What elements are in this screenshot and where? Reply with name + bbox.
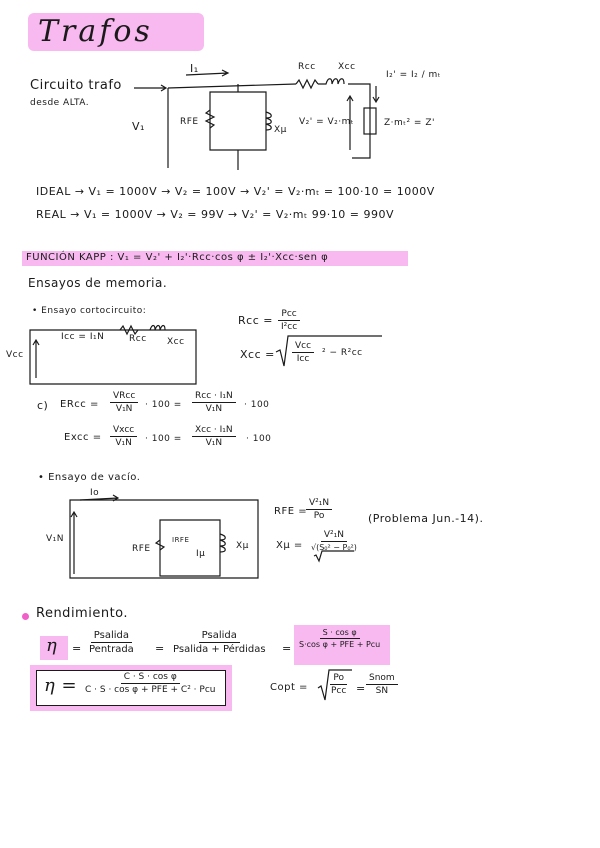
xcc-eq-lhs: Xcc =: [240, 348, 275, 361]
circuit-heading: Circuito trafo: [30, 78, 122, 93]
vacio-inner-box: [160, 520, 220, 576]
vacio-io: Io: [90, 488, 100, 498]
erc-f2-den: V₁N: [205, 404, 223, 414]
xmu-inductor: [266, 112, 271, 130]
label-i2prime: I₂' = I₂ / mₜ: [386, 70, 441, 80]
xmu-den: √(S₀² − P₀²): [311, 543, 357, 552]
eq3-num: S · cos φ: [320, 628, 360, 639]
exc-tail: · 100: [246, 434, 272, 444]
cc-current: Icc = I₁N: [61, 332, 105, 342]
cc-xcc: Xcc: [167, 337, 185, 347]
xcc-inductor: [318, 79, 344, 84]
cc-vcc: Vcc: [6, 350, 24, 360]
v2-arrow: [347, 96, 353, 150]
label-rfe: RFE: [180, 117, 199, 127]
problema-note: (Problema Jun.-14).: [368, 512, 484, 525]
rcc-den: I²cc: [281, 322, 298, 332]
exc-f2-den: V₁N: [205, 438, 223, 448]
label-z-eq: Z·mₜ² = Z': [384, 118, 435, 128]
i2-arrow: [373, 86, 379, 102]
vacio-v1n: V₁N: [46, 534, 64, 544]
circuit-entry-arrow: [134, 85, 166, 91]
xcc-inner-den: Icc: [296, 354, 310, 364]
page-title: Trafos: [38, 14, 153, 49]
cc-source-arrow: [33, 340, 39, 378]
cc-inductor: [150, 326, 165, 331]
rcc-resistor: [296, 80, 318, 88]
box-den: C · S · cos φ + PFE + C² · Pcu: [85, 685, 216, 695]
exc-f1-den: V₁N: [115, 438, 132, 448]
copt-f-den: SN: [375, 686, 389, 696]
label-xmu: Xμ: [274, 125, 287, 135]
xcc-inner-num: Vcc: [292, 341, 314, 353]
xcc-tail: ² − R²cc: [322, 348, 363, 358]
box-eta: η =: [44, 675, 78, 696]
kapp-line: FUNCIÓN KAPP : V₁ = V₂' + I₂'·Rcc·cos φ ± I₂'·Xcc·sen φ: [26, 252, 329, 263]
rfe-den: Po: [313, 511, 325, 521]
real-line: REAL → V₁ = 1000V → V₂ = 99V → V₂' = V₂·mₜ 99·10 = 990V: [36, 208, 394, 221]
vacio-imu: Iμ: [196, 549, 206, 559]
exc-f2-num: Xcc · I₁N: [192, 425, 236, 437]
xcc-radical: [276, 336, 382, 366]
vacio-irfe: IRFE: [172, 536, 190, 544]
rfe-eq-lhs: RFE =: [274, 506, 308, 517]
copt-root-den: Pcc: [331, 686, 347, 696]
label-v2prime: V₂' = V₂·mₜ: [299, 117, 355, 127]
vacio-inductor: [220, 534, 225, 552]
circuit-subheading: desde ALTA.: [30, 98, 90, 108]
vacio-heading: • Ensayo de vacío.: [38, 472, 141, 483]
erc-lhs: ERcc =: [60, 399, 99, 410]
copt-eq: =: [356, 682, 366, 695]
ideal-line: IDEAL → V₁ = 1000V → V₂ = 100V → V₂' = V₂·mₜ = 100·10 = 1000V: [36, 185, 435, 198]
vacio-circuit-box: [70, 500, 258, 578]
eq1-num: Psalida: [91, 630, 132, 643]
eq3-den: S·cos φ + PFE + Pcu: [299, 640, 381, 649]
label-xcc: Xcc: [338, 62, 356, 72]
erc-tail: · 100: [244, 400, 270, 410]
vacio-xmu: Xμ: [236, 541, 249, 551]
exc-f1-num: Vxcc: [110, 425, 137, 437]
box-num: C · S · cos φ: [121, 672, 180, 684]
main-circuit-wire-top: [168, 84, 296, 88]
vacio-source-arrow: [71, 512, 77, 574]
cortocircuito-heading: • Ensayo cortocircuito:: [32, 306, 147, 316]
label-v1: V₁: [132, 120, 145, 133]
erc-f1-num: VRcc: [110, 391, 138, 403]
eta-symbol: η: [46, 635, 58, 656]
exc-lhs: Excc =: [64, 432, 102, 443]
copt-lhs: Copt =: [270, 682, 308, 693]
eq2-num: Psalida: [199, 630, 240, 643]
erc-mid: · 100 =: [145, 400, 182, 410]
main-circuit-wire-top-right: [348, 84, 370, 158]
eq-sign-1: =: [72, 642, 82, 655]
eq-sign-2: =: [155, 642, 165, 655]
vacio-rfe: RFE: [132, 544, 151, 554]
copt-f-num: Snom: [366, 673, 398, 685]
cc-rcc: Rcc: [129, 334, 147, 344]
xmu-radical: [314, 551, 354, 561]
erc-f1-den: V₁N: [115, 404, 133, 414]
xmu-num: V²₁N: [321, 530, 347, 542]
xmu-eq-lhs: Xμ =: [276, 540, 303, 551]
ensayos-heading: Ensayos de memoria.: [28, 276, 168, 290]
erc-f2-num: Rcc · I₁N: [192, 391, 236, 403]
rcc-num: Pcc: [278, 309, 299, 321]
label-i1: I₁: [190, 62, 199, 75]
label-rcc: Rcc: [298, 62, 316, 72]
eq2-den: Psalida + Pérdidas: [173, 644, 266, 655]
rfe-branch: [210, 92, 266, 150]
exc-mid: · 100 =: [145, 434, 182, 444]
rcc-eq-lhs: Rcc =: [238, 314, 273, 327]
copt-radical: [318, 670, 352, 700]
i1-arrow: [186, 70, 228, 76]
eq1-den: Pentrada: [89, 644, 134, 655]
rendimiento-heading: Rendimiento.: [36, 606, 129, 621]
rfe-num: V²₁N: [306, 498, 332, 510]
copt-root-num: Po: [330, 673, 347, 685]
eq-sign-3: =: [282, 642, 292, 655]
cc-circuit-box: [30, 330, 196, 384]
c-label: c): [37, 399, 49, 412]
